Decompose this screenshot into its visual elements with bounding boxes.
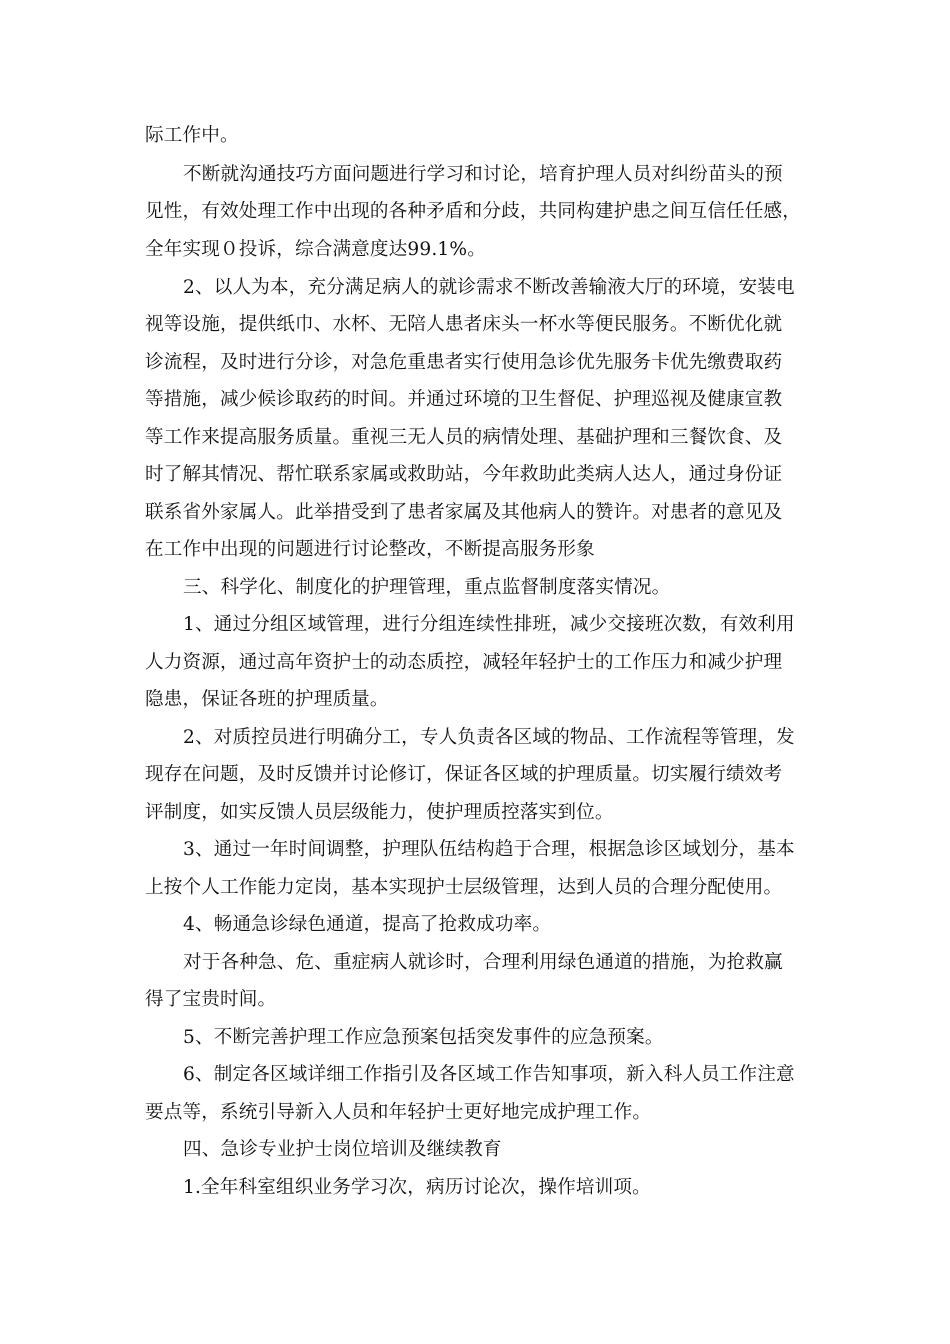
text-line-1: 际工作中。: [145, 125, 239, 146]
text-line-20: 3、通过一年时间调整，护理队伍结构趋于合理，根据急诊区域划分，基本: [183, 839, 795, 860]
text-line-9: 等工作来提高服务质量。重视三无人员的病情处理、基础护理和三餐饮食、及: [145, 427, 783, 448]
text-line-18: 现存在问题，及时反馈并讨论修订，保证各区域的护理质量。切实履行绩效考: [145, 764, 783, 785]
section-heading-3: 三、科学化、制度化的护理管理，重点监督制度落实情况。: [183, 577, 671, 598]
text-line-19: 评制度，如实反馈人员层级能力，使护理质控落实到位。: [145, 802, 614, 823]
text-line-15: 人力资源，通过高年资护士的动态质控，减轻年轻护士的工作压力和减少护理: [145, 652, 783, 673]
text-line-11: 联系省外家属人。此举措受到了患者家属及其他病人的赞许。对患者的意见及: [145, 502, 783, 523]
text-line-3: 见性，有效处理工作中出现的各种矛盾和分歧，共同构建护患之间互信任任感，: [145, 201, 802, 222]
text-line-22: 4、畅通急诊绿色通道，提高了抢救成功率。: [183, 914, 552, 935]
text-line-4: 全年实现０投诉，综合满意度达99.1%。: [145, 239, 486, 260]
text-line-8: 等措施，减少候诊取药的时间。并通过环境的卫生督促、护理巡视及健康宣教: [145, 389, 783, 410]
text-line-6: 视等设施，提供纸巾、水杯、无陪人患者床头一杯水等便民服务。不断优化就: [145, 314, 783, 335]
text-line-26: 6、制定各区域详细工作指引及各区域工作告知事项，新入科人员工作注意: [183, 1064, 795, 1085]
text-line-7: 诊流程，及时进行分诊，对急危重患者实行使用急诊优先服务卡优先缴费取药: [145, 352, 783, 373]
text-line-16: 隐患，保证各班的护理质量。: [145, 689, 389, 710]
text-line-24: 得了宝贵时间。: [145, 989, 277, 1010]
text-line-23: 对于各种急、危、重症病人就诊时，合理利用绿色通道的措施，为抢救赢: [183, 952, 783, 973]
text-line-29: 1.全年科室组织业务学习次，病历讨论次，操作培训项。: [183, 1177, 651, 1198]
text-line-25: 5、不断完善护理工作应急预案包括突发事件的应急预案。: [183, 1027, 664, 1048]
text-line-10: 时了解其情况、帮忙联系家属或救助站，今年救助此类病人达人，通过身份证: [145, 464, 783, 485]
text-line-12: 在工作中出现的问题进行讨论整改，不断提高服务形象: [145, 539, 595, 560]
text-line-21: 上按个人工作能力定岗，基本实现护士层级管理，达到人员的合理分配使用。: [145, 877, 783, 898]
text-line-5: 2、以人为本，充分满足病人的就诊需求不断改善输液大厅的环境，安装电: [183, 277, 795, 298]
text-line-17: 2、对质控员进行明确分工，专人负责各区域的物品、工作流程等管理，发: [183, 727, 795, 748]
text-line-2: 不断就沟通技巧方面问题进行学习和讨论，培育护理人员对纠纷苗头的预: [183, 164, 783, 185]
section-heading-4: 四、急诊专业护士岗位培训及继续教育: [183, 1139, 502, 1160]
text-line-14: 1、通过分组区域管理，进行分组连续性排班，减少交接班次数，有效利用: [183, 614, 795, 635]
text-line-27: 要点等，系统引导新入人员和年轻护士更好地完成护理工作。: [145, 1102, 652, 1123]
